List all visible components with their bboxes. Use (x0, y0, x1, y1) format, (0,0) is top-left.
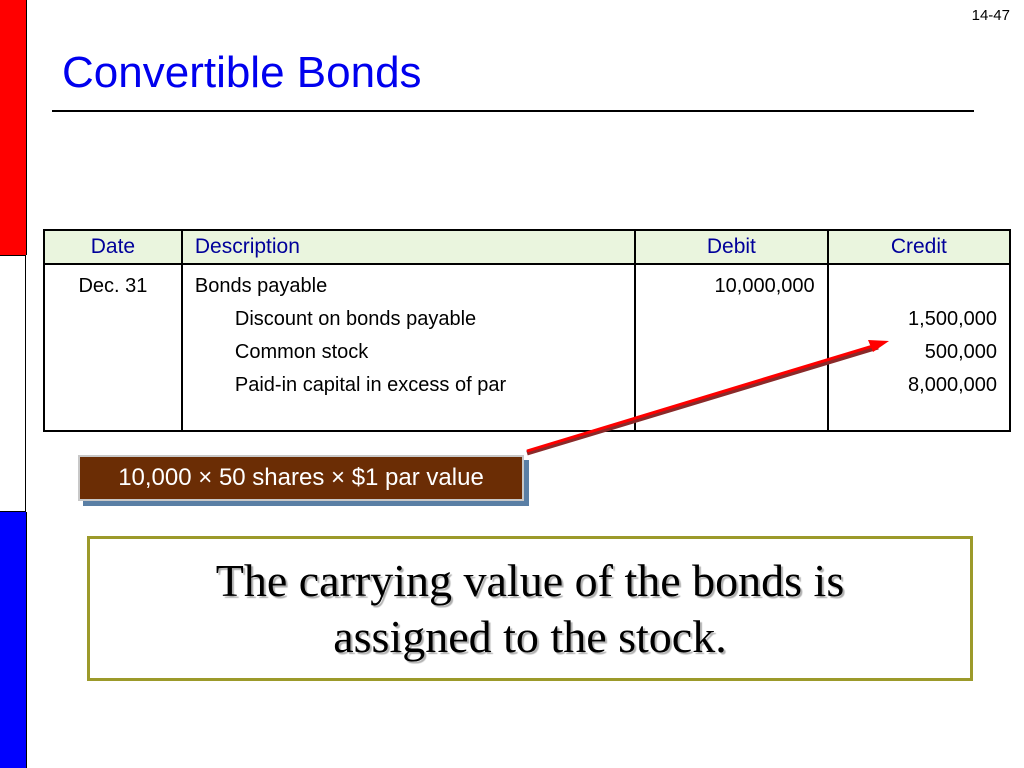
debit-discount (648, 303, 815, 336)
slide-number: 14-47 (971, 7, 1010, 24)
header-debit: Debit (635, 230, 828, 264)
description-cell (182, 264, 635, 431)
entry-date: Dec. 31 (78, 275, 148, 297)
note-box (87, 536, 973, 681)
description-bonds-payable: Bonds payable (194, 275, 328, 297)
description-common-stock: Common stock (234, 341, 369, 363)
header-description: Description (182, 230, 635, 264)
debit-paid-in-capital (648, 369, 815, 402)
debit-cell (635, 264, 828, 431)
header-credit: Credit (828, 230, 1010, 264)
note-line-1: The carrying value of the bonds is (215, 554, 845, 606)
slide-title: Convertible Bonds (62, 48, 422, 97)
credit-cell (828, 264, 1010, 431)
entry-date-cell (44, 264, 182, 431)
debit-bonds-payable: 10,000,000 (714, 275, 815, 297)
table-header-row (44, 230, 1010, 264)
table-row (44, 264, 1010, 431)
side-bar-white (0, 255, 26, 512)
description-discount: Discount on bonds payable (234, 308, 477, 330)
credit-common-stock: 500,000 (924, 341, 997, 363)
note-line-2: assigned to the stock. (333, 610, 727, 662)
credit-paid-in-capital: 8,000,000 (908, 374, 997, 396)
header-date: Date (44, 230, 182, 264)
note-text (216, 553, 844, 665)
credit-bonds-payable (841, 270, 997, 303)
calculation-callout: 10,000 × 50 shares × $1 par value (78, 455, 524, 501)
credit-discount: 1,500,000 (908, 308, 997, 330)
journal-entry-table (43, 229, 1011, 432)
side-bar-red (0, 0, 27, 255)
description-paid-in-capital: Paid-in capital in excess of par (234, 374, 507, 396)
title-divider (52, 110, 974, 112)
side-bar-blue (0, 512, 27, 768)
debit-common-stock (648, 336, 815, 369)
